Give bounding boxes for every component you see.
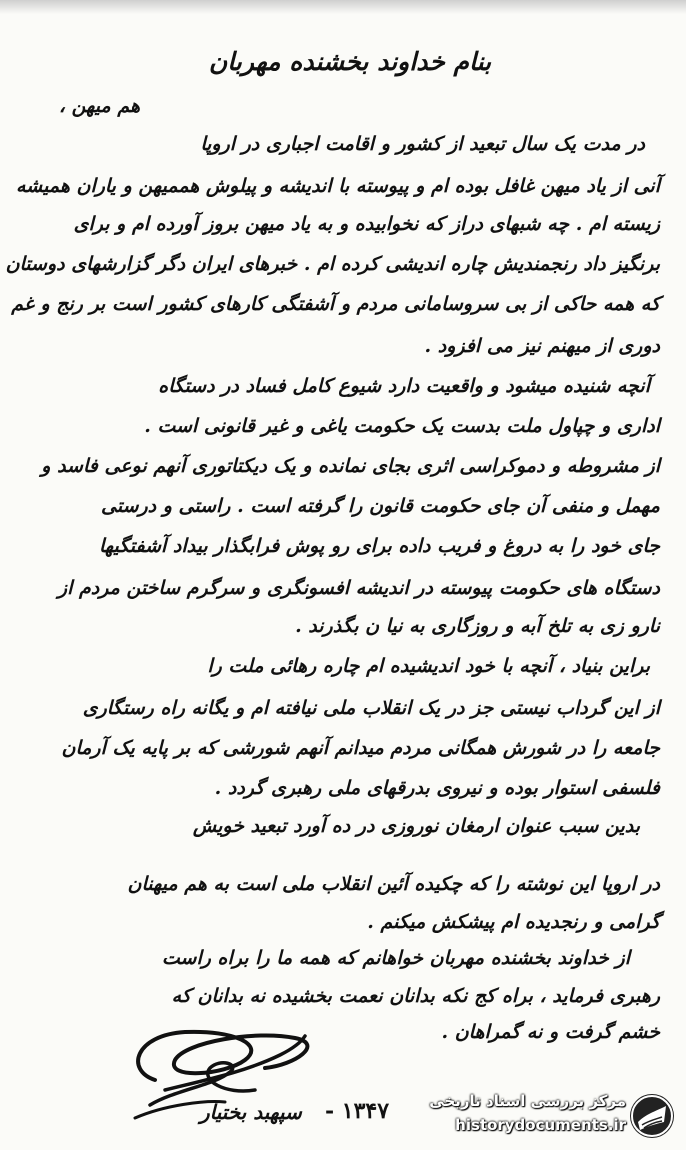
- letter-line: از مشروطه و دموکراسی اثری بجای نمانده و یک دیکتاتوری آنهم نوعی فاسد و: [41, 455, 660, 477]
- letter-line: خشم گرفت و نه گمراهان .: [441, 1021, 660, 1043]
- letter-line: که همه حاکی از بی سروسامانی مردم و آشفتگی کارهای کشور است بر رنج و غم: [11, 293, 660, 315]
- letter-line: آنچه شنیده میشود و واقعیت دارد شیوع کامل فساد در دستگاه: [158, 375, 650, 397]
- watermark-title: مرکز بررسی اسناد تاریخی: [429, 1092, 626, 1110]
- letter-heading: بنام خداوند بخشنده مهربان: [208, 47, 492, 76]
- watermark-site: historydocuments.ir: [455, 1116, 626, 1134]
- letter-line: آنی از یاد میهن غافل بوده ام و پیوسته با اندیشه و پیلوش هممیهن و یاران همیشه: [16, 175, 660, 197]
- letter-line: اداری و چپاول ملت بدست یک حکومت یاغی و غیر قانونی است .: [144, 415, 660, 437]
- letter-line: دوری از میهنم نیز می افزود .: [424, 335, 660, 357]
- letter-line: بدین سبب عنوان ارمغان نوروزی در ده آورد تبعید خویش: [192, 815, 640, 837]
- letter-line: براین بنیاد ، آنچه با خود اندیشیده ام چاره رهائی ملت را: [207, 655, 650, 677]
- signer-name: سپهبد بختیار: [200, 1100, 302, 1124]
- letter-line: در اروپا این نوشته را که چکیده آئین انقلاب ملی است به هم میهنان: [127, 873, 660, 895]
- watermark: [408, 1090, 678, 1144]
- letter-line: نارو زی به تلخ آبه و روزگاری به نیا ن بگذرند .: [295, 615, 660, 637]
- letter-line: زیسته ام . چه شبهای دراز که نخوابیده و به یاد میهن بروز آورده ام و برای: [73, 213, 660, 235]
- handwritten-letter: [5, 35, 660, 1075]
- letter-salutation: هم میهن ،: [58, 95, 140, 117]
- letter-line: در مدت یک سال تبعید از کشور و اقامت اجباری در اروپا: [200, 133, 645, 155]
- letter-line: برنگیز داد رنجمندیش چاره اندیشی کرده ام . خبرهای ایران دگر گزارشهای دوستان: [5, 253, 660, 275]
- letter-line: رهبری فرماید ، براه کج نکه بدانان نعمت بخشیده نه بدانان که: [171, 985, 660, 1007]
- letter-line: فلسفی استوار بوده و نیروی بدرقهای ملی رهبری گردد .: [214, 777, 660, 799]
- letter-date: ۱۳۴۷ -: [325, 1098, 390, 1124]
- scan-top-edge: [0, 0, 686, 14]
- letter-line: دستگاه های حکومت پیوسته در اندیشه افسونگری و سرگرم ساختن مردم از: [57, 577, 660, 599]
- book-logo-icon: [628, 1092, 676, 1140]
- letter-line: مهمل و منفی آن جای حکومت قانون را گرفته است . راستی و درستی: [101, 495, 660, 517]
- letter-line: جای خود را به دروغ و فریب داده برای رو پوش فرابگذار بیداد آشفتگیها: [98, 535, 660, 557]
- letter-line: جامعه را در شورش همگانی مردم میدانم آنهم شورشی که بر پایه یک آرمان: [61, 737, 660, 759]
- letter-line: گرامی و رنجدیده ام پیشکش میکنم .: [367, 911, 660, 933]
- letter-line: از این گرداب نیستی جز در یک انقلاب ملی نیافته ام و یگانه راه رستگاری: [82, 697, 660, 719]
- letter-line: از خداوند بخشنده مهربان خواهانم که همه ما را براه راست: [161, 947, 630, 969]
